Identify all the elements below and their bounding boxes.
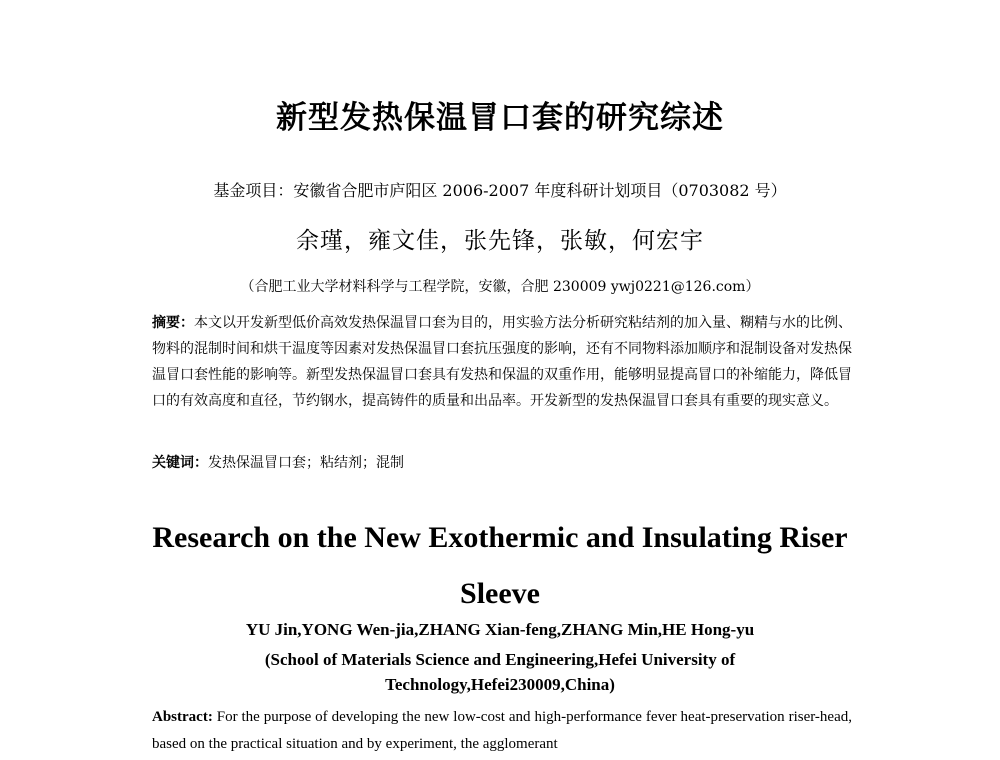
abstract-cn-text: 本文以开发新型低价高效发热保温冒口套为目的，用实验方法分析研究粘结剂的加入量、糊精与水的比例、物料的混制时间和烘干温度等因素对发热保温冒口套抗压强度的影响，还有不同物料添加顺序和混制设备对发热保温冒口套性能的影响等。新型发热保温冒口套具有发热和保温的双重作用，能够明显提高冒口的补缩能力，降低冒口的有效高度和直径，节约钢水，提高铸件的质量和出品率。开发新型的发热保温冒口套具有重要的现实意义。 [152, 315, 852, 409]
abstract-en-text: For the purpose of developing the new low-cost and high-performance fever heat-preservation riser-head, based on the practical situation and by experiment, the agglomerant [152, 709, 852, 752]
keywords-cn [152, 450, 852, 476]
fund-note: 基金项目：安徽省合肥市庐阳区 2006-2007 年度科研计划项目（0703082 号） [213, 181, 787, 200]
affiliation-cn: （合肥工业大学材料科学与工程学院，安徽，合肥 230009 ywj0221@126.com） [240, 279, 760, 295]
keywords-cn-text: 发热保温冒口套；粘结剂；混制 [208, 455, 404, 471]
authors-cn: 余瑾，雍文佳，张先锋，张敏，何宏宇 [296, 228, 704, 254]
affiliation-en: (School of Materials Science and Engineering,Hefei University of Technology,Hefei230009,China) [264, 650, 736, 694]
paper-title-en: Research on the New Exothermic and Insulating Riser Sleeve [152, 521, 848, 610]
abstract-en-label: Abstract: [152, 709, 213, 725]
abstract-cn [152, 310, 852, 414]
authors-en: YU Jin,YONG Wen-jia,ZHANG Xian-feng,ZHANG Min,HE Hong-yu [245, 620, 755, 639]
abstract-cn-label: 摘要： [152, 315, 194, 331]
keywords-cn-label: 关键词： [152, 455, 208, 471]
paper-title-cn: 新型发热保温冒口套的研究综述 [276, 100, 724, 136]
abstract-en [152, 704, 852, 758]
